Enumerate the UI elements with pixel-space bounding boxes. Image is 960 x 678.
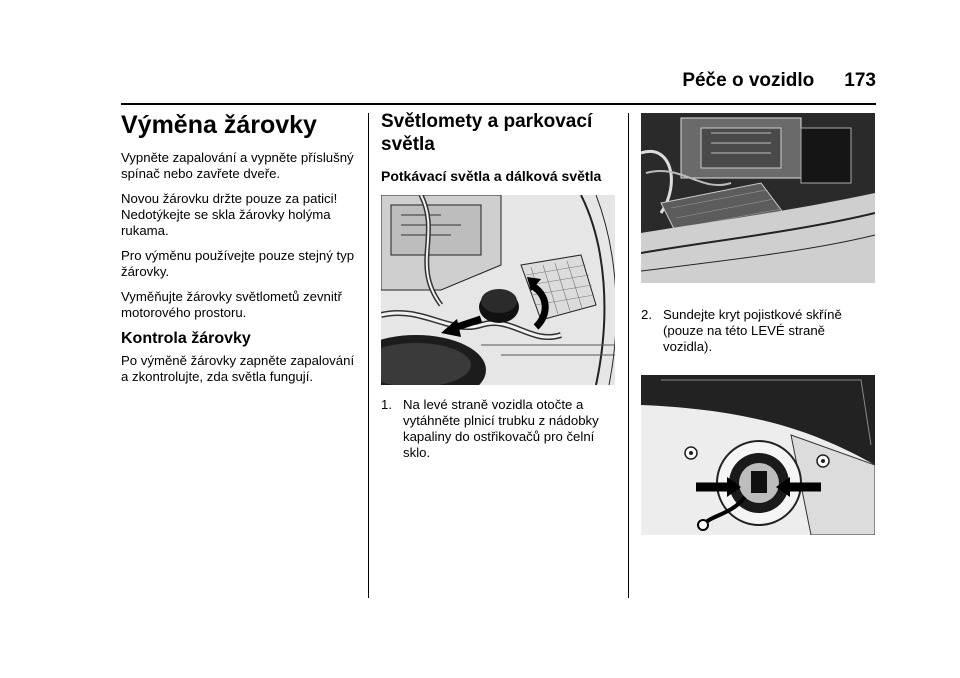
heading-low-high-beam: Potkávací světla a dálková světla bbox=[381, 168, 602, 184]
paragraph-1: Vypněte zapalování a vypněte příslušný spínač nebo zavřete dveře. bbox=[121, 150, 354, 181]
figure-engine-bay-left bbox=[641, 113, 875, 283]
page-header bbox=[680, 70, 876, 92]
heading-headlamps: Světlomety a parkovací světla bbox=[381, 111, 593, 155]
step-1-text: Na levé straně vozidla otočte a vytáhněte plnicí trubku z nádobky kapaliny do ostřikovačů pro čelní sklo. bbox=[403, 397, 599, 460]
page-number: 173 bbox=[844, 70, 876, 91]
step-1-number: 1. bbox=[381, 397, 392, 412]
column-divider-left bbox=[368, 113, 369, 598]
column-3 bbox=[641, 113, 875, 535]
step-1 bbox=[381, 397, 615, 461]
paragraph-4: Vyměňujte žárovky světlometů zevnitř motorového prostoru. bbox=[121, 289, 342, 320]
column-divider-right bbox=[628, 113, 629, 598]
step-2 bbox=[641, 307, 875, 355]
section-title: Péče o vozidlo bbox=[682, 70, 815, 91]
heading-bulb-check: Kontrola žárovky bbox=[121, 330, 251, 347]
step-2-text: Sundejte kryt pojistkové skříně (pouze na této LEVÉ straně vozidla). bbox=[663, 307, 842, 354]
figure-washer-fluid-filler bbox=[381, 195, 615, 385]
column-1 bbox=[121, 110, 356, 394]
paragraph-2: Novou žárovku držte pouze za patici! Nedotýkejte se skla žárovky holýma rukama. bbox=[121, 191, 338, 238]
paragraph-3: Pro výměnu používejte pouze stejný typ žárovky. bbox=[121, 248, 355, 279]
heading-bulb-replacement: Výměna žárovky bbox=[121, 111, 317, 139]
header-rule bbox=[121, 103, 876, 105]
column-2 bbox=[381, 110, 615, 461]
step-2-number: 2. bbox=[641, 307, 652, 322]
figure-fuse-box-cover bbox=[641, 375, 875, 535]
paragraph-bulb-check: Po výměně žárovky zapněte zapalování a zkontrolujte, zda světla fungují. bbox=[121, 353, 355, 384]
